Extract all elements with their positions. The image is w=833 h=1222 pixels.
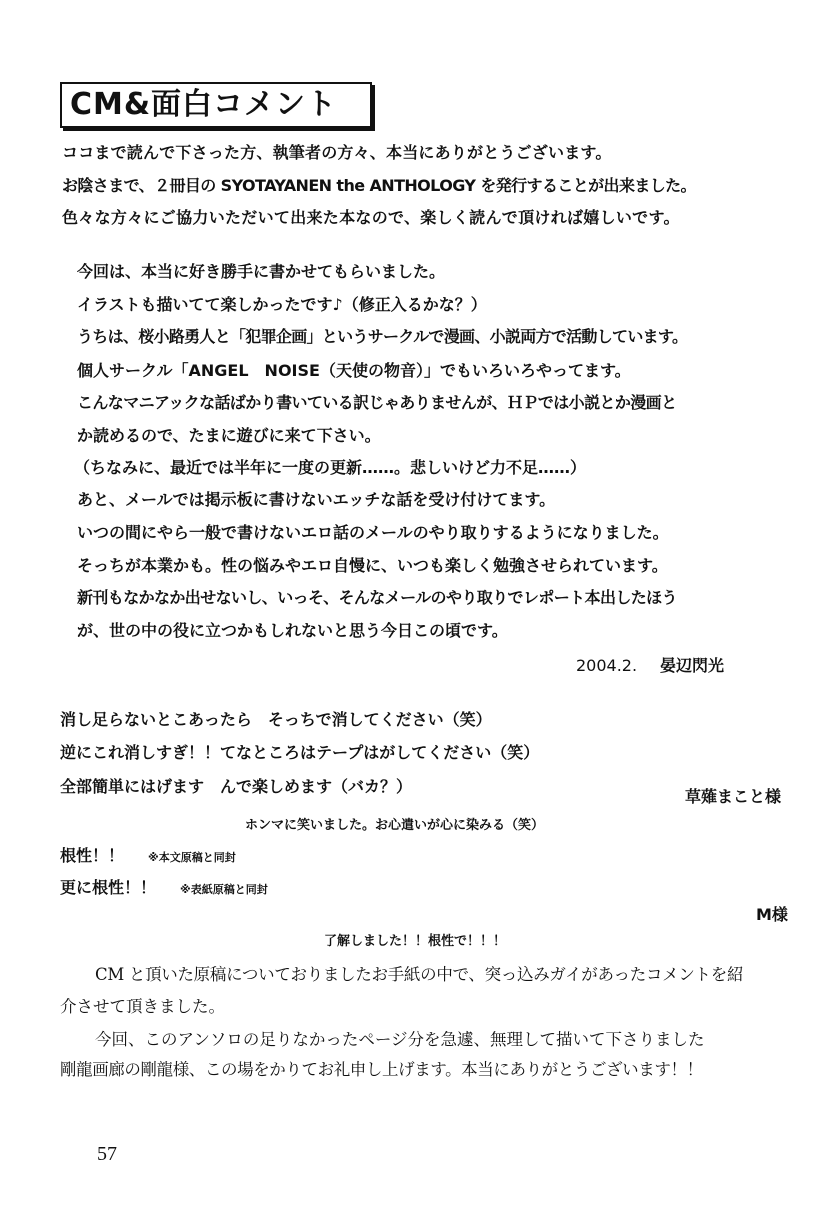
quote-note: ※本文原稿と同封: [148, 851, 236, 864]
intro-line: 色々な方々にご協力いただいて出来た本なので、楽しく読んで頂ければ嬉しいです。: [62, 208, 680, 227]
quote-reply: ホンマに笑いました。お心遣いが心に染みる（笑）: [245, 818, 545, 833]
closing-line: 介させて頂きました。: [60, 997, 225, 1016]
quote-note: ※表紙原稿と同封: [180, 883, 268, 896]
comment-line: イラストも描いてて楽しかったです♪（修正入るかな？）: [77, 295, 487, 314]
comment-line: こんなマニアックな話ばかり書いている訳じゃありませんが、ＨＰでは小説とか漫画と: [77, 393, 677, 412]
comment-line: 今回は、本当に好き勝手に書かせてもらいました。: [77, 262, 446, 281]
closing-line: 今回、このアンソロの足りなかったページ分を急遽、無理して描いて下さりました: [95, 1030, 705, 1049]
comment-line: うちは、桜小路勇人と「犯罪企画」というサークルで漫画、小説両方で活動しています。: [77, 327, 688, 346]
comment-line: 個人サークル「ANGEL NOISE（天使の物音）」でもいろいろやってます。: [77, 361, 631, 380]
intro-line: ココまで読んで下さった方、執筆者の方々、本当にありがとうございます。: [62, 143, 612, 162]
quote-line: 根性！！: [60, 846, 125, 865]
comment-line: そっちが本業かも。性の悩みやエロ自慢に、いつも楽しく勉強させられています。: [77, 556, 668, 575]
quote-line: 全部簡単にはげます んで楽しめます（バカ？）: [60, 777, 413, 796]
quote-author: M様: [756, 905, 788, 924]
comment-line: か読めるので、たまに遊びに来て下さい。: [77, 426, 381, 445]
page-number: 57: [97, 1143, 117, 1165]
signature-date: 2004.2.: [576, 656, 638, 675]
quote-reply: 了解しました！！根性で！！！: [324, 934, 507, 949]
section-title: CM&面白コメント: [70, 87, 338, 122]
comment-line: あと、メールでは掲示板に書けないエッチな話を受け付けてます。: [77, 490, 556, 509]
comment-line: （ちなみに、最近では半年に一度の更新……。悲しいけど力不足……）: [74, 458, 587, 477]
comment-line: 新刊もなかなか出せないし、いっそ、そんなメールのやり取りでレポート本出したほう: [77, 588, 677, 607]
closing-line: 剛龍画廊の剛龍様、この場をかりてお礼申し上げます。本当にありがとうございます！！: [60, 1060, 703, 1079]
intro-line: お陰さまで、２冊目の SYOTAYANEN the ANTHOLOGY を発行することが出来ました。: [62, 176, 696, 195]
comment-line: が、世の中の役に立つかもしれないと思う今日この頃です。: [77, 621, 508, 640]
comment-line: いつの間にやら一般で書けないエロ話のメールのやり取りするようになりました。: [77, 523, 669, 542]
section-title-box: [60, 82, 372, 128]
quote-line: 逆にこれ消しすぎ！！てなところはテープはがしてください（笑）: [60, 743, 540, 762]
closing-line: CM と頂いた原稿についておりましたお手紙の中で、突っ込みガイがあったコメントを紹: [95, 965, 744, 984]
quote-line: 消し足らないとこあったら そっちで消してください（笑）: [60, 710, 492, 729]
signature-name: 晏辺閃光: [660, 656, 725, 675]
quote-author: 草薙まこと様: [685, 787, 782, 806]
quote-line: 更に根性！！: [60, 878, 157, 897]
